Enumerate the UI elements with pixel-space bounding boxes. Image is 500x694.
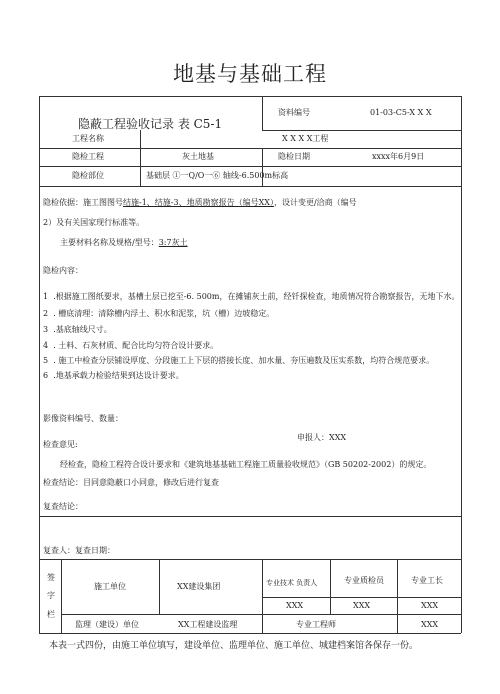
basis-drawing-numbers: 结施-1、结施-3、地质勘察报告（编号XX） bbox=[123, 198, 274, 207]
item-label: 隐检工程 bbox=[72, 152, 104, 161]
part-value: 基础层 ①一Q/O一⑥ 轴线-6.500m标高 bbox=[146, 171, 289, 180]
item-value: 灰土地基 bbox=[182, 152, 214, 161]
doc-no-value: 01-03-C5-X X X bbox=[370, 108, 432, 117]
side-label-3: 栏 bbox=[47, 610, 55, 619]
side-label-2: 字 bbox=[47, 591, 55, 600]
opinion-label: 检查意见: bbox=[43, 440, 78, 449]
engineer-name: XXX bbox=[421, 620, 439, 629]
opinion-conclusion: 检查结论：目同意隐蔽口小同意，修改后进行复查 bbox=[43, 478, 219, 487]
basis-line: 隐检依据：施工图图号结施-1、结施-3、地质勘察报告（编号XX），设计变更/洽商（编号 bbox=[43, 198, 357, 207]
date-value: xxxx年6月9日 bbox=[372, 152, 425, 161]
list-item: 2 . 槽底清理：清除槽内浮土、积水和泥浆，坑（槽）边坡稳定。 bbox=[43, 309, 275, 318]
list-item: 4 . 土料、石灰材质、配合比均匀符合设计要求。 bbox=[43, 341, 219, 350]
side-label-1: 签 bbox=[47, 573, 55, 582]
page-title: 地基与基础工程 bbox=[173, 62, 327, 86]
engineer-label: 专业工程师 bbox=[296, 620, 336, 629]
basis-line-2: 2）及有关国家现行标准等。 bbox=[43, 218, 145, 227]
date-label: 隐检日期 bbox=[278, 152, 310, 161]
content-label: 隐检内容： bbox=[43, 266, 83, 275]
qc-label: 专业质检员 bbox=[344, 576, 384, 585]
list-item: 5 . 施工中检查分层铺设厚度、分段施工上下层的搭接长度、加水量、夯压遍数及压实系数，均符合规范要求。 bbox=[43, 356, 435, 365]
tech-lead-label: 专业技术 负责人 bbox=[266, 579, 318, 587]
part-label: 隐检部位 bbox=[72, 171, 104, 180]
reporter: 申报人：XXX bbox=[297, 433, 347, 442]
doc-no-label: 资料编号 bbox=[278, 108, 310, 117]
material-line: 主要材料名称及规格/型号：3:7灰土 bbox=[60, 238, 188, 247]
supervisor-name: XX工程建设监理 bbox=[178, 620, 238, 629]
opinion-text: 经检查，隐检工程符合设计要求和《建筑地基基础工程施工质量验收规范》（GB 50202-2002）的规定。 bbox=[60, 460, 432, 469]
qc-name: XXX bbox=[353, 601, 371, 610]
contractor-name: XX建设集团 bbox=[177, 582, 221, 591]
footer-note: 本表一式四份，由施工单位填写，建设单位、监理单位、施工单位、城建档案馆各保存一份。 bbox=[49, 641, 419, 651]
list-item: 3 .基底轴线尺寸。 bbox=[43, 325, 112, 334]
supervisor-label: 监理（建设）单位 bbox=[75, 620, 139, 629]
contractor-label: 施工单位 bbox=[94, 582, 126, 591]
attachments-label: 影像资料编号、数量： bbox=[43, 414, 123, 423]
review-label: 复查结论： bbox=[43, 502, 83, 511]
tech-lead-name: XXX bbox=[286, 601, 304, 610]
project-value: X X X X工程 bbox=[282, 134, 329, 143]
list-item: 6 .地基承载力检验结果到达设计要求。 bbox=[43, 371, 184, 380]
material-value: 3:7灰土 bbox=[158, 238, 188, 247]
foreman-label: 专业工长 bbox=[411, 576, 443, 585]
reviewer: 复查人：复查日期： bbox=[43, 546, 115, 555]
foreman-name: XXX bbox=[421, 601, 439, 610]
record-title: 隐蔽工程验收记录 表 C5-1 bbox=[78, 117, 223, 131]
project-label: 工程名称 bbox=[72, 134, 104, 143]
list-item: 1 .根据施工图纸要求，基槽土层已挖至-6. 500m，在摊铺灰土前，经钎探检查，地质情况符合勘察报告，无地下水。 bbox=[43, 292, 460, 301]
